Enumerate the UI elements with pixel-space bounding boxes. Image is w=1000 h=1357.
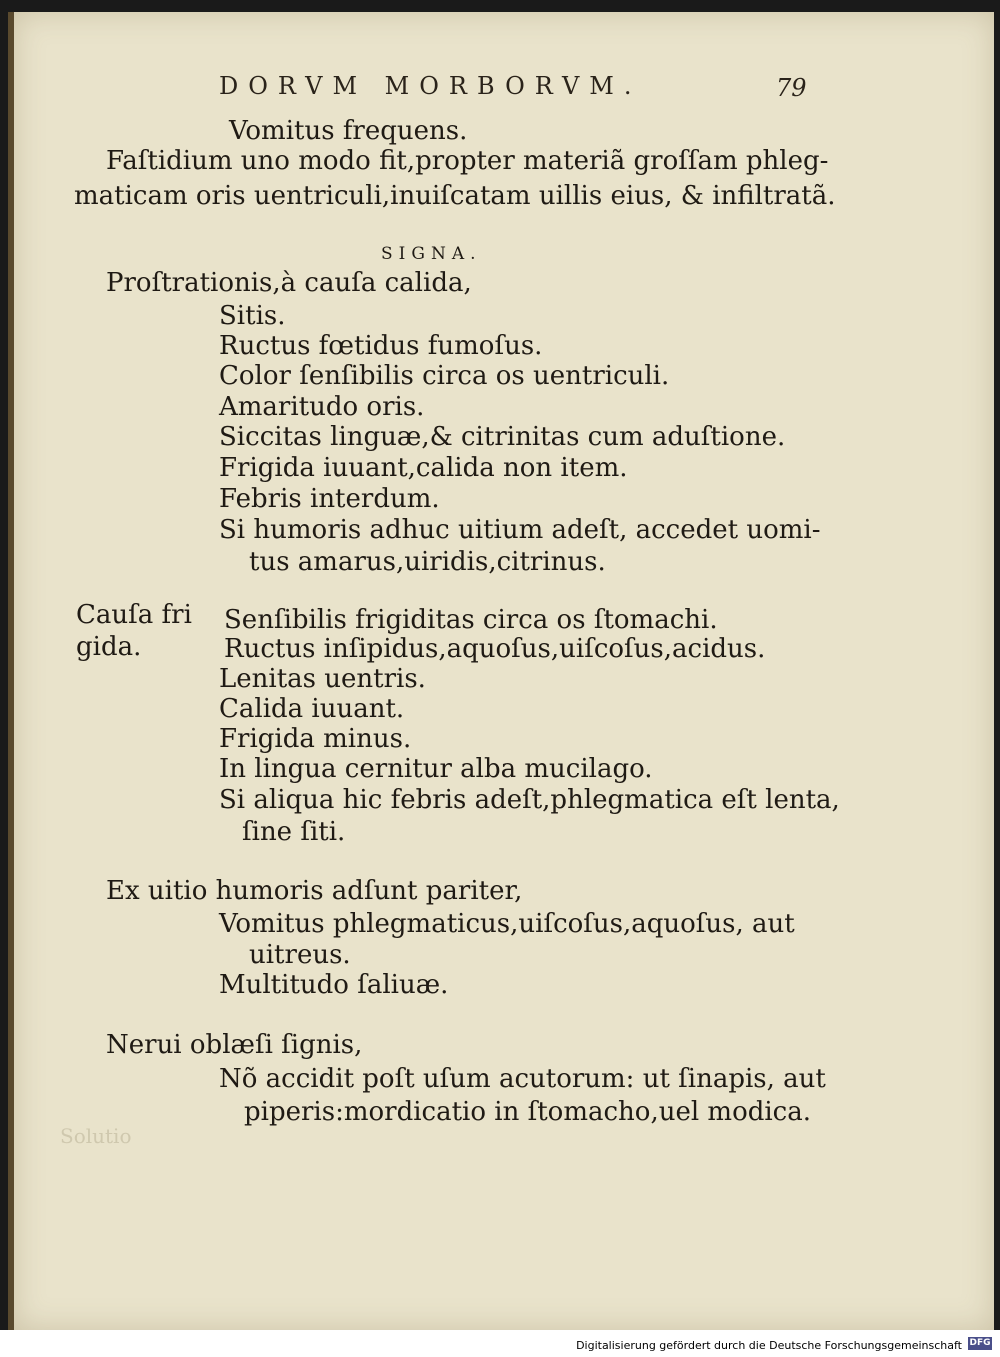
- sign-item-cont: ſine ſiti.: [242, 817, 346, 847]
- sign-item: Sitis.: [219, 301, 286, 331]
- text-line: Ex uitio humoris adſunt pariter,: [106, 876, 523, 906]
- sign-item: Vomitus phlegmaticus,uiſcoſus,aquoſus, aut: [219, 909, 795, 939]
- sign-item: Calida iuuant.: [219, 694, 405, 724]
- sign-item-cont: uitreus.: [249, 940, 351, 970]
- text-line: Faſtidium uno modo fit,propter materiã groſſam phleg-: [106, 146, 829, 176]
- book-page: [8, 12, 994, 1330]
- bleed-through-text: Solutio: [60, 1124, 132, 1148]
- footer-bar: [0, 1330, 1000, 1357]
- text-line: maticam oris uentriculi,inuiſcatam uillis eius, & infiltratã.: [74, 181, 836, 211]
- sign-item: Frigida minus.: [219, 724, 412, 754]
- sign-item: Nõ accidit poſt uſum acutorum: ut ſinapis, aut: [219, 1064, 826, 1094]
- sign-item: Siccitas linguæ,& citrinitas cum aduſtione.: [219, 422, 786, 452]
- sign-item: In lingua cernitur alba mucilago.: [219, 754, 653, 784]
- sign-item: Amaritudo oris.: [219, 392, 425, 422]
- sign-item: Ructus inſipidus,aquoſus,uiſcoſus,acidus.: [224, 634, 766, 664]
- marginal-note: Cauſa fri: [76, 600, 192, 630]
- running-head: DORVM MORBORVM.: [219, 72, 642, 100]
- sign-item: Si aliqua hic febris adeſt,phlegmatica eſt lenta,: [219, 785, 840, 815]
- sign-item: Si humoris adhuc uitium adeſt, accedet uomi-: [219, 515, 821, 545]
- footer-credit: Digitalisierung gefördert durch die Deutsche Forschungsgemeinschaft: [576, 1339, 962, 1352]
- folio-number: 79: [776, 74, 807, 102]
- dfg-logo: DFG: [969, 1338, 991, 1348]
- sign-item-cont: tus amarus,uiridis,citrinus.: [249, 547, 606, 577]
- sign-item: Ructus fœtidus fumoſus.: [219, 331, 543, 361]
- marginal-note: gida.: [76, 632, 142, 662]
- sign-item: Frigida iuuant,calida non item.: [219, 453, 628, 483]
- text-line: Vomitus frequens.: [229, 116, 468, 146]
- sign-item: Lenitas uentris.: [219, 664, 426, 694]
- text-line: Nerui oblæſi ſignis,: [106, 1030, 363, 1060]
- sign-item: Multitudo ſaliuæ.: [219, 970, 449, 1000]
- section-heading: SIGNA.: [381, 244, 482, 264]
- sign-item-cont: piperis:mordicatio in ſtomacho,uel modica.: [244, 1097, 812, 1127]
- sign-item: Color ſenſibilis circa os uentriculi.: [219, 361, 670, 391]
- sign-item: Febris interdum.: [219, 484, 440, 514]
- text-line: Proſtrationis,à cauſa calida,: [106, 268, 472, 298]
- sign-item: Senſibilis frigiditas circa os ſtomachi.: [224, 605, 718, 635]
